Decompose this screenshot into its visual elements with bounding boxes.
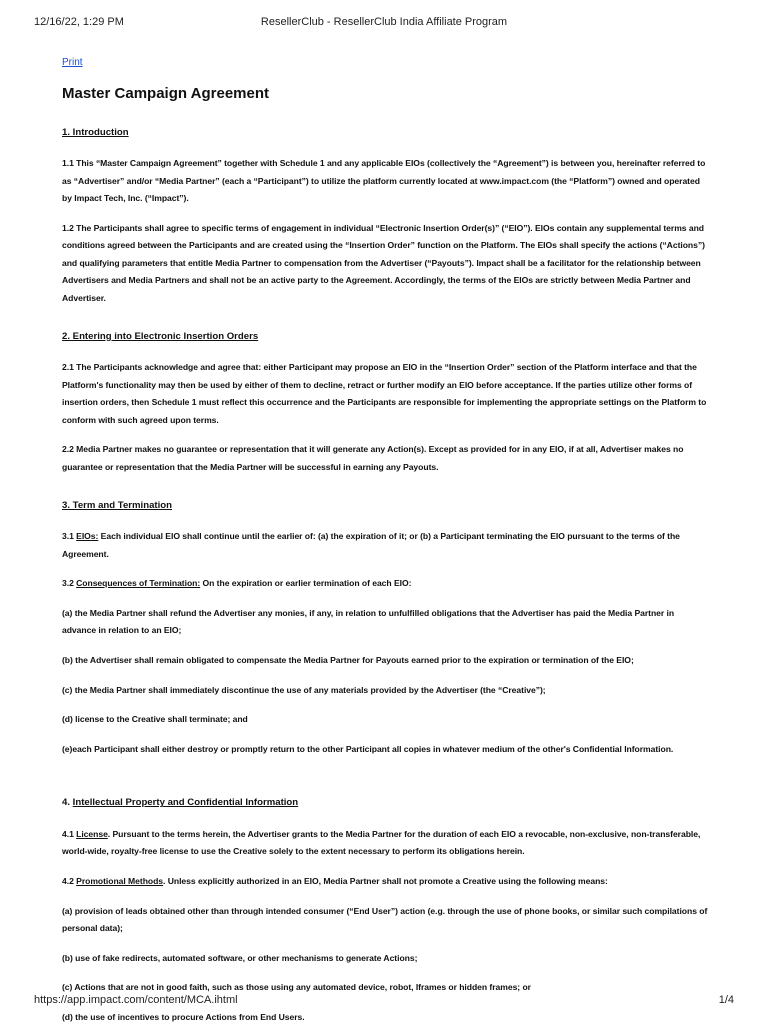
clause-term: License: [76, 828, 108, 839]
clause-text: On the expiration or earlier termination of each EIO:: [200, 578, 412, 589]
section-title: Intellectual Property and Confidential Information: [72, 797, 299, 809]
clause-term: EIOs:: [76, 531, 99, 542]
clause-4-2-a: (a) provision of leads obtained other than through intended consumer (“End User”) action (e.g. through the use of phone books, or similar such compilations of personal data);: [62, 905, 708, 934]
print-footer-page-number: 1/4: [718, 994, 734, 1006]
section-number: 4.: [62, 797, 73, 809]
print-header-date: 12/16/22, 1:29 PM: [34, 16, 124, 28]
section-1-heading: 1. Introduction: [62, 126, 129, 138]
clause-4-1: [62, 826, 710, 861]
clause-number: 4.1: [62, 828, 77, 839]
section-4-heading: [62, 796, 710, 809]
clause-3-2-b: (b) the Advertiser shall remain obligated to compensate the Media Partner for Payouts earned prior to the expiration or termination of the EIO;: [62, 655, 634, 666]
page-title: Master Campaign Agreement: [62, 85, 269, 102]
document-body: [62, 52, 710, 1027]
clause-1-1: 1.1 This “Master Campaign Agreement” together with Schedule 1 and any applicable EIOs (collectively the “Agreement”) is between you, hereinafter referred to as “Advertiser” and/or “Media Partner” (each a “Participant”) to utilize the platform currently located at www.impact.com (the “Platform”) owned and operated by Impact Tech, Inc. (“Impact”).: [62, 157, 706, 204]
clause-number: 4.2: [62, 876, 77, 887]
section-3-heading: 3. Term and Termination: [62, 499, 172, 511]
section-2-heading: 2. Entering into Electronic Insertion Orders: [62, 330, 259, 342]
clause-3-2-a: (a) the Media Partner shall refund the Advertiser any monies, if any, in relation to unfulfilled obligations that the Advertiser has paid the Media Partner in advance in relation to an EIO;: [62, 607, 675, 636]
clause-4-2-c: (c) Actions that are not in good faith, such as those using any automated device, robot, Iframes or hidden frames; or: [62, 982, 531, 993]
clause-3-2-e: (e)each Participant shall either destroy or promptly return to the other Participant all copies in whatever medium of the other's Confidential Information.: [62, 743, 674, 754]
print-link[interactable]: Print: [62, 57, 83, 68]
print-footer-url: https://app.impact.com/content/MCA.ihtml: [34, 994, 238, 1006]
clause-text: Each individual EIO shall continue until the earlier of: (a) the expiration of it; or (b) a Participant terminating the EIO pursuant to the terms of the Agreement.: [62, 531, 680, 559]
clause-1-2: 1.2 The Participants shall agree to specific terms of engagement in individual “Electronic Insertion Order(s)” (“EIO”). EIOs contain any supplemental terms and conditions agreed between the Participants and are created using the “Insertion Order” function on the Platform. The EIOs shall specify the actions (“Actions”) and qualifying parameters that entitle Media Partner to compensation from the Advertiser (“Payouts”). Impact shall be a facilitator for the relationship between Advertisers and Media Partners and shall not be an active party to the Agreement. Accordingly, the terms of the EIOs are strictly between Media Partner and Advertiser.: [62, 222, 705, 304]
clause-text: . Unless explicitly authorized in an EIO, Media Partner shall not promote a Creative using the following means:: [163, 876, 608, 887]
clause-number: 3.2: [62, 578, 77, 589]
clause-term: Consequences of Termination:: [76, 578, 201, 589]
clause-number: 3.1: [62, 531, 77, 542]
clause-4-2: [62, 873, 710, 891]
clause-3-2: [62, 575, 710, 593]
clause-3-2-d: (d) license to the Creative shall terminate; and: [62, 714, 248, 725]
clause-4-2-d: (d) the use of incentives to procure Actions from End Users.: [62, 1012, 305, 1022]
clause-3-2-c: (c) the Media Partner shall immediately discontinue the use of any materials provided by the Advertiser (the “Creative”);: [62, 684, 546, 695]
clause-term: Promotional Methods: [76, 876, 164, 887]
clause-3-1: [62, 528, 710, 563]
clause-text: . Pursuant to the terms herein, the Advertiser grants to the Media Partner for the duration of each EIO a revocable, non-exclusive, non-transferable, world-wide, royalty-free license to use the Creative solely to the extent necessary to perform its obligations herein.: [62, 828, 701, 857]
clause-2-2: 2.2 Media Partner makes no guarantee or representation that it will generate any Action(s). Except as provided for in any EIO, if at all, Advertiser makes no guarantee or representation that the Media Partner will be successful in earning any Payouts.: [62, 444, 684, 473]
clause-4-2-b: (b) use of fake redirects, automated software, or other mechanisms to generate Actions;: [62, 952, 418, 963]
clause-2-1: 2.1 The Participants acknowledge and agree that: either Participant may propose an EIO in the “Insertion Order” section of the Platform interface and that the Platform's functionality may then be used by either of them to decline, retract or further modify an EIO before acceptance. If the parties utilize other forms of insertion orders, then Schedule 1 must reflect this occurrence and the Participants are responsible for implementing the appropriate settings on the Platform to conform with such agreed upon terms.: [62, 362, 707, 425]
print-header-title: ResellerClub - ResellerClub India Affiliate Program: [260, 16, 508, 28]
